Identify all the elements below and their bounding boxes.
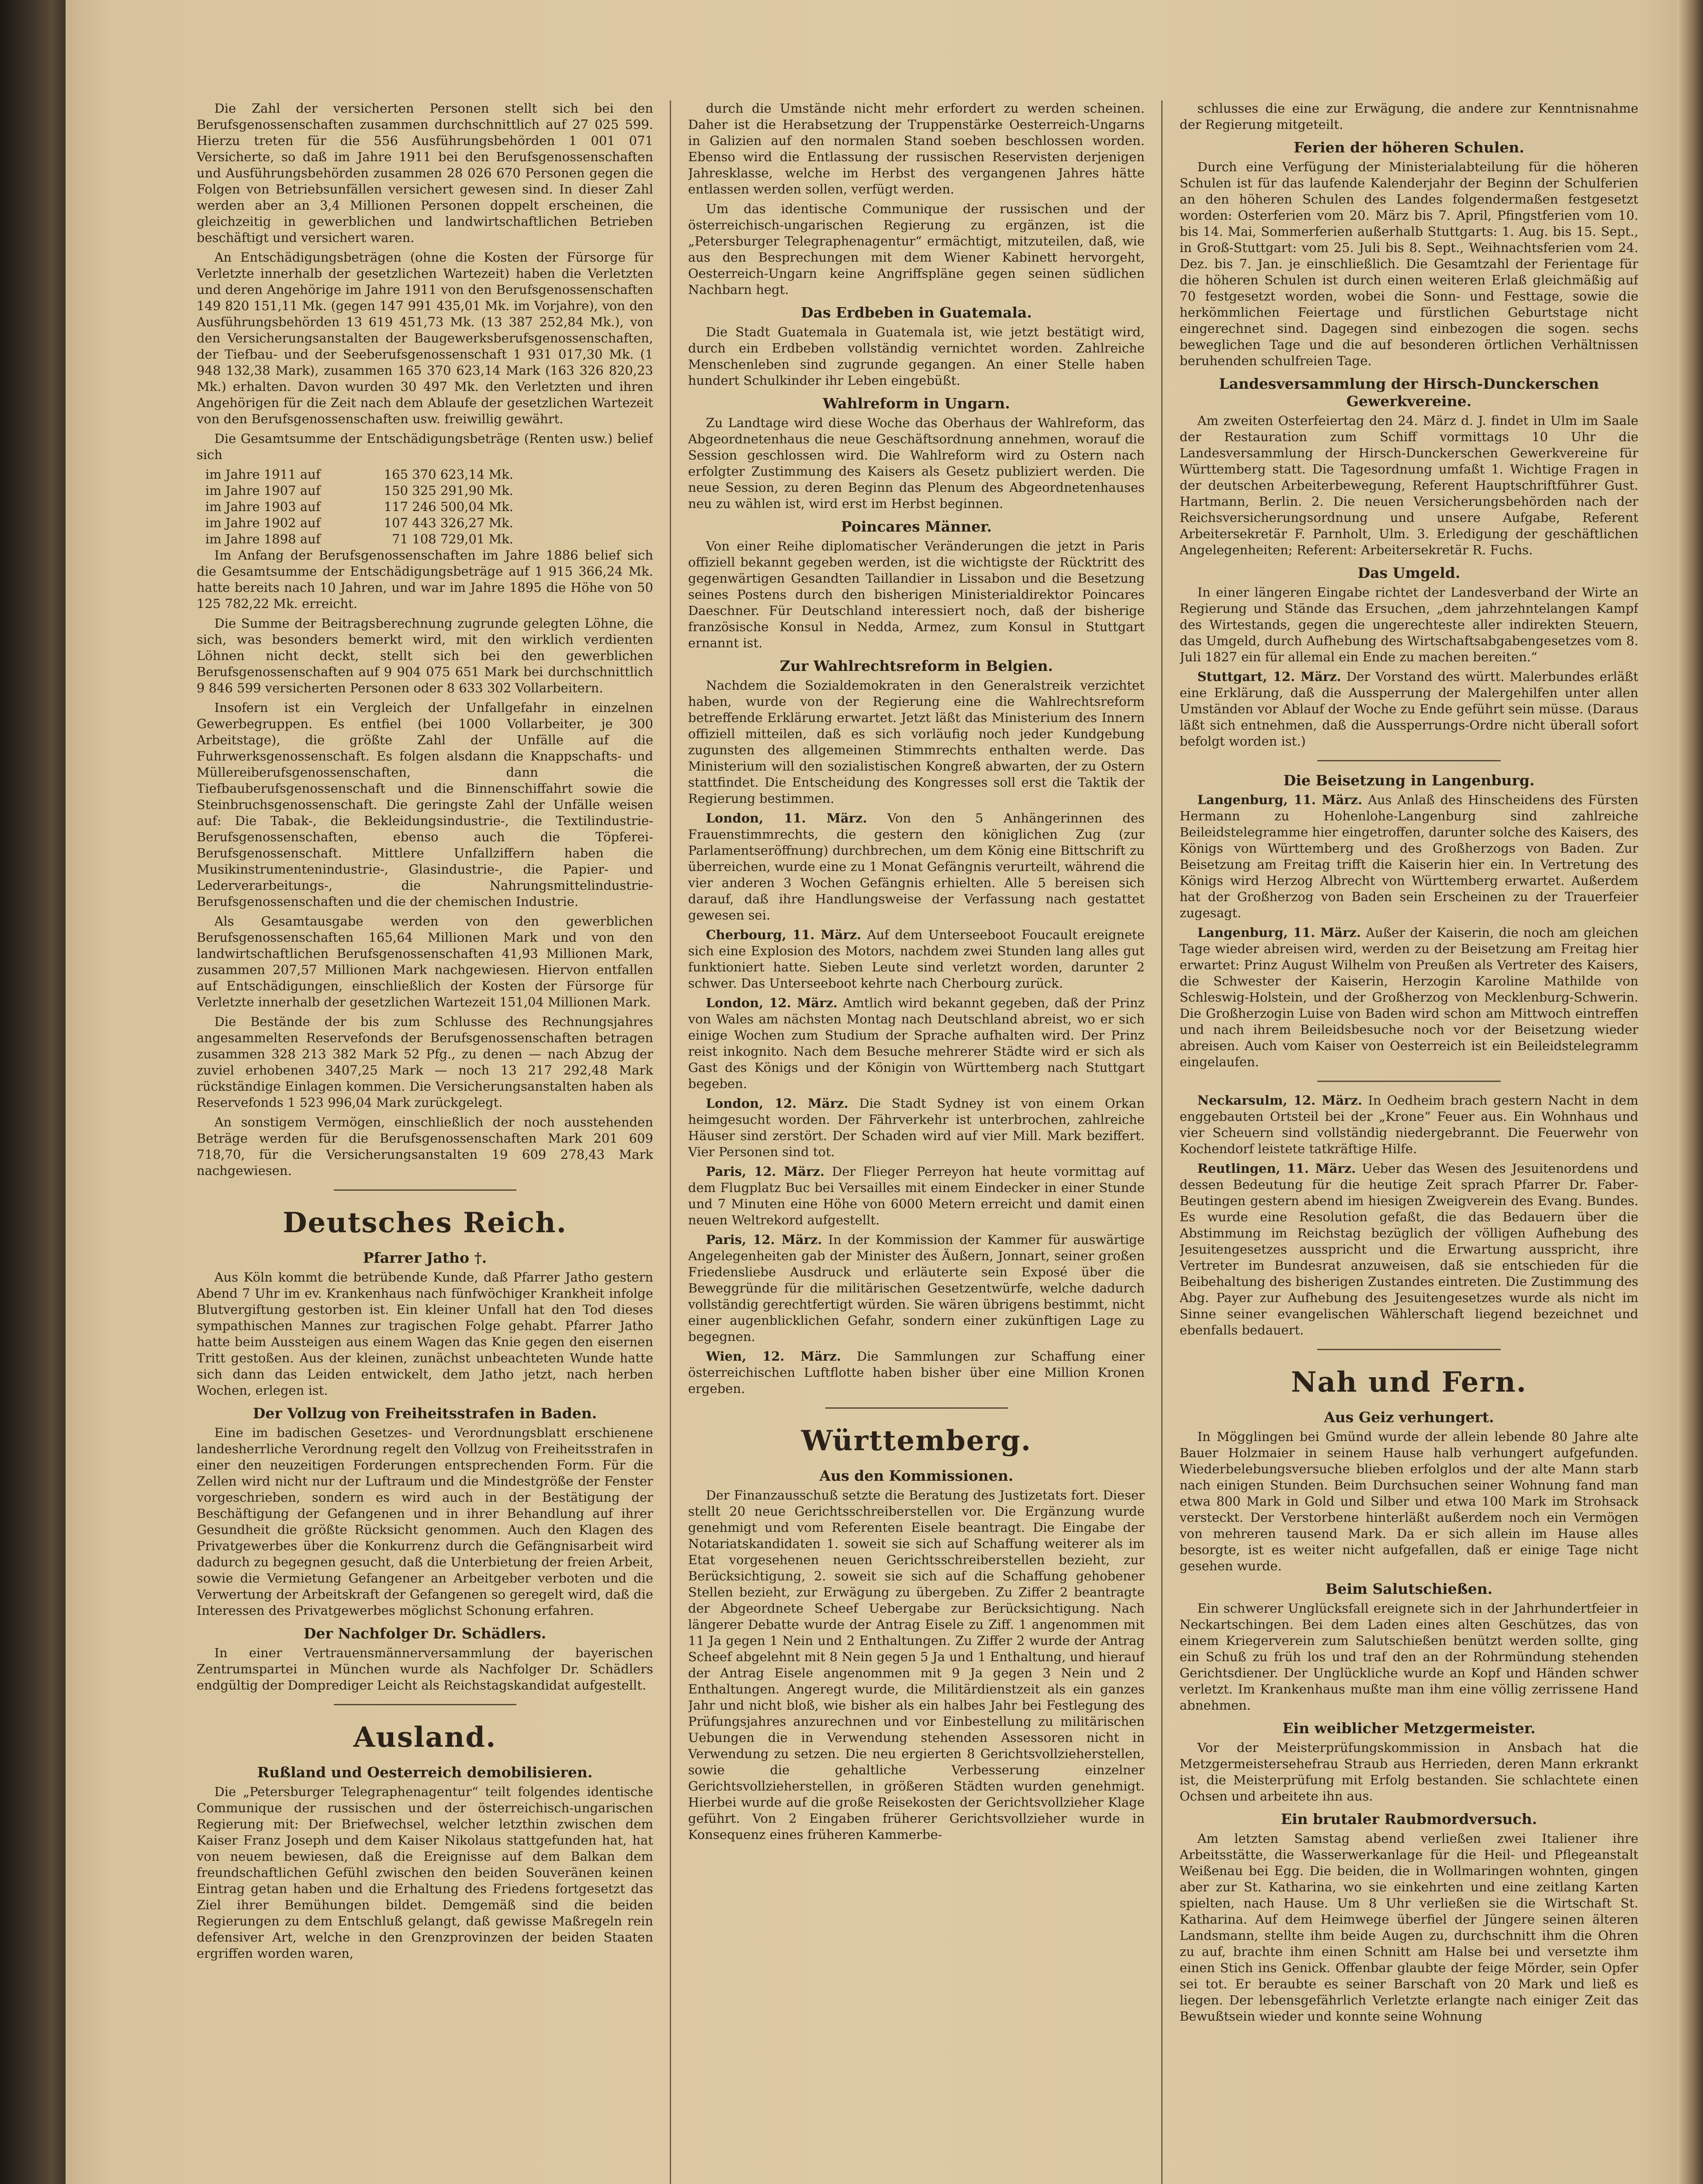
section-separator [334,1704,516,1705]
dateline: Paris, 12. März. [706,1164,825,1179]
section-separator [334,1189,516,1191]
article-title: Ferien der höheren Schulen. [1294,139,1524,156]
article [688,1467,1145,1843]
news-text: Amtlich wird bekannt gegeben, daß der Prinz von Wales am nächsten Montag nach Deutschland abreist, wo er sich einige Wochen zum Studium der Sprache aufhalten wird. Der Prinz reist inkognito. Nach dem Besuche mehrerer Städte wird er sich als Gast des Königs und der Königin von Württemberg nach Stuttgart begeben. [688,995,1145,1091]
text-paragraph: durch die Umstände nicht mehr erfordert zu werden scheinen. Daher ist die Herabsetzung der Truppenstärke Oesterreich-Ungarns in Galizien auf den normalen Stand soeben beschlossen worden. Ebenso wird die Entlassung der russischen Reservisten derjenigen Jahresklasse, welche im Herbst des vergangenen Jahres hätte entlassen werden sollen, verfügt werden. [688,101,1145,197]
dateline: Cherbourg, 11. März. [706,927,862,942]
text-paragraph: An sonstigem Vermögen, einschließlich der noch ausstehenden Beträge werden für die Berufsgenossenschaften Mark 201 609 718,70, für die Versicherungsanstalten 19 609 278,43 Mark nachgewiesen. [197,1115,653,1178]
article-text: Nachdem die Sozialdemokraten in den Generalstreik verzichtet haben, wurde von der Regierung eine die Wahlrechtsreform betreffende Erklärung erwartet. Jetzt läßt das Ministerium des Innern offiziell mitteilen, daß es sich vorläufig noch jeder Kundgebung zugunsten des allgemeinen Stimmrechts enthalten werde. Das Ministerium will den sozialistischen Kongreß abwarten, der zu Ostern stattfindet. Die Entscheidung des Kongresses soll erst die Taktik der Regierung bestimmen. [688,678,1145,806]
article [197,1249,653,1693]
dateline: London, 11. März. [706,811,867,826]
dateline: Reutlingen, 11. März. [1197,1161,1356,1176]
column-1 [197,100,653,2184]
article-text: Die „Petersburger Telegraphenagentur“ teilt folgendes identische Communique der russischen und der österreichisch-ungarischen Regierung mit: Der Briefwechsel, welcher letzthin zwischen dem Kaiser Franz Joseph und dem Kaiser Nikolaus stattgefunden hat, hat von neuem bewiesen, daß die Ereignisse auf dem Balkan dem freundschaftlichen Gefühl zwischen den beiden Souveränen keinen Eintrag getan haben und die Erhaltung des Friedens fortgesetzt das Ziel ihrer Bemühungen bildet. Demgemäß sind die beiden Regierungen zu dem Entschluß gelangt, daß gewisse Maßregeln rein defensiver Art, welche in den Grenzprovinzen der beiden Staaten ergriffen worden waren, [197,1784,653,1961]
news-text: Auf dem Unterseeboot Foucault ereignete sich eine Explosion des Motors, nachdem zwei Stunden lang alles gut funktioniert hatte. Sieben Leute sind verletzt worden, darunter 2 schwer. Das Unterseeboot kehrte nach Cherbourg zurück. [688,927,1145,991]
news-item [688,1232,1145,1345]
news-text: Aus Anlaß des Hinscheidens des Fürsten Hermann zu Hohenlohe-Langenburg sind zahlreiche Beileidstelegramme hier eingetroffen, darunter solche des Kaisers, des Königs von Württemberg und des Großherzogs von Baden. Zur Beisetzung am Freitag trifft die Kaiserin hier ein. In Vertretung des Königs wird Herzog Albrecht von Württemberg erwartet. Außerdem hat der Großherzog von Baden sein Erscheinen zu der Trauerfeier zugesagt. [1180,792,1638,920]
columns [197,100,1638,2184]
section-heading: Ausland. [353,1721,497,1754]
article-text: Die Stadt Guatemala in Guatemala ist, wie jetzt bestätigt wird, durch ein Erdbeben vollständig vernichtet worden. Zahlreiche Menschenleben sind zugrunde gegangen. An einer Stelle haben hundert Schulkinder ihr Leben eingebüßt. [688,325,1145,388]
section-separator [1317,760,1501,761]
article-text: In Mögglingen bei Gmünd wurde der allein lebende 80 Jahre alte Bauer Holzmaier in seinem Hause halb verhungert aufgefunden. Wiederbelebungsversuche blieben erfolglos und der alte Mann starb nach einigen Stunden. Beim Durchsuchen seiner Wohnung fand man etwa 800 Mark in Gold und Silber und etwa 100 Mark im Strohsack versteckt. Der Verstorbene hinterläßt außerdem noch ein Vermögen von mehreren tausend Mark. Da er sich allein im Hause alles besorgte, ist es weiter nicht aufgefallen, daß er einige Tage nicht gesehen wurde. [1180,1429,1638,1573]
article-text: Zu Landtage wird diese Woche das Oberhaus der Wahlreform, das Abgeordnetenhaus die neue Geschäftsordnung annehmen, worauf die Session geschlossen wird. Die Wahlreform wird zu Ostern nach erfolgter Zustimmung des Kaisers als Gesetz publiziert werden. Die neue Session, zu deren Beginn das Plenum des Abgeordnetenhauses neu zu wählen ist, wird erst im Herbst beginnen. [688,415,1145,511]
table-amount: 71 108 729,01 Mk. [392,532,513,546]
section-separator [1317,1349,1501,1350]
article [688,304,1145,1397]
text-paragraph: schlusses die eine zur Erwägung, die andere zur Kenntnisnahme der Regierung mitgeteilt. [1180,101,1638,132]
section-heading: Deutsches Reich. [283,1206,567,1239]
article-title: Ein weiblicher Metzgermeister. [1282,1720,1536,1737]
dateline: London, 12. März. [706,1096,848,1111]
table-row [197,467,653,483]
article [1180,139,1638,1338]
table-row [197,515,653,531]
article-title: Das Umgeld. [1357,564,1461,581]
section-separator [825,1407,1008,1409]
article-title: Beim Salutschießen. [1325,1580,1493,1597]
article-text: Am zweiten Osterfeiertag den 24. März d. J. findet in Ulm im Saale der Restauration zum Schiff vormittags 10 Uhr die Landesversammlung der Hirsch-Dunckerschen Gewerkvereine für Württemberg statt. Die Tagesordnung umfaßt 1. Wichtige Fragen in der deutschen Arbeiterbewegung, Referent Hauptschriftführer Gust. Hartmann, Berlin. 2. Die neuen Versicherungsbehörden nach der Reichsversicherungsordnung und unsere Aufgabe, Referent Arbeitersekretär F. Parnholt, Ulm. 3. Erledigung der geschäftlichen Angelegenheiten; Referent: Arbeitersekretär R. Fuchs. [1180,413,1638,557]
article-title: Pfarrer Jatho †. [363,1249,487,1266]
news-item [688,1164,1145,1228]
section-separator [1317,1081,1501,1082]
news-text: Der Flieger Perreyon hat heute vormittag auf dem Flugplatz Buc bei Versailles mit einem Eindecker in einer Stunde und 7 Minuten eine Höhe von 6000 Metern erreicht und damit einen neuen Weltrekord aufgestellt. [688,1164,1145,1227]
article-text: Ein schwerer Unglücksfall ereignete sich in der Jahrhundertfeier in Neckartschingen. Bei dem Laden eines alten Geschützes, das von einem Kriegerverein zum Salutschießen benützt werden sollte, ging ein Schuß zu früh los und traf den an der Rohrmündung stehenden Gerichtsdiener. Der Unglückliche wurde an Kopf und Händen schwer verletzt. Im Krankenhaus mußte man ihm eine völlig zerrissene Hand abnehmen. [1180,1601,1638,1713]
article-title: Landesversammlung der Hirsch-Dunckerschen Gewerkvereine. [1219,375,1599,410]
article-text: In einer Vertrauensmännerversammlung der bayerischen Zentrumspartei in München wurde als Nachfolger Dr. Schädlers endgültig der Domprediger Leicht als Reichstagskandidat aufgestellt. [197,1645,653,1693]
article-title: Die Beisetzung in Langenburg. [1283,772,1535,789]
newspaper-page [66,0,1703,2184]
news-text: In der Kommission der Kammer für auswärtige Angelegenheiten gab der Minister des Äußern, Jonnart, seiner großen Friedensliebe Ausdruck und erläuterte sein Exposé über die Beweggründe für die militärischen Gesetzentwürfe, welche dadurch vollständig gerechtfertigt würden. Sie wären übrigens bestimmt, nicht einer augenblicklichen Gefahr, sondern einer zukünftigen Lage zu begegnen. [688,1232,1145,1344]
text-paragraph: Die Gesamtsumme der Entschädigungsbeträge (Renten usw.) belief sich [197,431,653,462]
column-3 [1180,100,1638,2184]
news-text: Ueber das Wesen des Jesuitenordens und dessen Bedeutung für die heutige Zeit sprach Pfarrer Dr. Faber-Beutingen gestern abend im hiesigen Zweigverein des Evang. Bundes. Es wurde eine Resolution gefaßt, die das Bedauern über die Abstimmung im Reichstag bezüglich der völligen Aufhebung des Jesuitengesetzes ausspricht und die Erwartung ausspricht, ihre Vertreter im Bundesrat anzuweisen, daß sie entschieden für die Beibehaltung des bisherigen Zustandes eintreten. Die Zustimmung des Abg. Payer zur Aufhebung des Jesuitengesetzes wurde als nicht im Sinne seiner evangelischen Wählerschaft liegend bezeichnet und ebenfalls bedauert. [1180,1161,1638,1337]
article-title: Zur Wahlrechtsreform in Belgien. [779,657,1053,674]
article-text: Aus Köln kommt die betrübende Kunde, daß Pfarrer Jatho gestern Abend 7 Uhr im ev. Krankenhaus nach fünfwöchiger Krankheit infolge Blutvergiftung gestorben ist. Ein kleiner Unfall hat den Tod dieses sympathischen Mannes zur tragischen Folge gehabt. Pfarrer Jatho hatte beim Aussteigen aus einem Wagen das Knie gegen den eisernen Tritt gestoßen. Aus der kleinen, zunächst unbeachteten Wunde hatte sich dann das Leiden entwickelt, dem Jatho jetzt, nach herben Wochen, erlegen ist. [197,1270,653,1398]
table-row [197,483,653,499]
news-text: Außer der Kaiserin, die noch am gleichen Tage wieder abreisen wird, werden zu der Beisetzung am Freitag hier erwartet: Prinz August Wilhelm von Preußen als Vertreter des Kaisers, die Schwester der Kaiserin, Herzogin Karoline Mathilde von Schleswig-Holstein, und der Großherzog von Mecklenburg-Schwerin. Die Großherzogin Luise von Baden wird schon am Mittwoch eintreffen und nach ihrem Beileidsbesuche noch vor der Beisetzung wieder abreisen. Auch vom Kaiser von Oesterreich ist ein Beileidstelegramm eingelaufen. [1180,925,1638,1069]
section-heading: Württemberg. [801,1424,1032,1457]
article-text: Am letzten Samstag abend verließen zwei Italiener ihre Arbeitsstätte, die Wasserwerkanlage für die Heil- und Pflegeanstalt Weißenau bei Egg. Die beiden, die in Wollmaringen wohnten, gingen aber zur St. Katharina, wo sie einkehrten und eine zeitlang Karten spielten, nach Hause. Um 8 Uhr verließen sie die Wirtschaft St. Katharina. Auf dem Heimwege überfiel der Jüngere seinen älteren Landsmann, stellte ihm beide Augen zu, durchschnitt ihm die Ohren zu auf, brachte ihm einen Schnitt am Halse bei und versetzte ihm einen Stich ins Genick. Offenbar glaubte der feige Mörder, sein Opfer sei tot. Er beraubte es seiner Barschaft von 20 Mark und ließ es liegen. Der lebensgefährlich Verletzte erlangte nach einiger Zeit das Bewußtsein wieder und konnte seine Wohnung [1180,1831,1638,2024]
news-item [688,1348,1145,1397]
table-amount: 150 325 291,90 Mk. [384,483,513,498]
article-title: Der Nachfolger Dr. Schädlers. [303,1625,547,1642]
column-rule [1161,100,1163,2184]
article-text: Vor der Meisterprüfungskommission in Ansbach hat die Metzgermeistersehefrau Straub aus Herrieden, deren Mann erkrankt ist, die Meisterprüfung mit Erfolg bestanden. Sie schlachtete einen Ochsen und arbeitete ihn aus. [1180,1740,1638,1804]
page-edge-shadow [1677,0,1703,2184]
article-title: Poincares Männer. [841,518,992,535]
table-year: im Jahre 1898 auf [205,532,321,546]
text-paragraph: Die Summe der Beitragsberechnung zugrunde gelegten Löhne, die sich, was besonders bemerkt wird, mit den wirklich verdienten Löhnen nicht deckt, stellt sich bei den gewerblichen Berufsgenossenschaften auf 9 904 075 651 Mark bei durchschnittlich 9 846 599 versicherten Personen oder 8 633 302 Vollarbeitern. [197,616,653,695]
table-amount: 165 370 623,14 Mk. [384,467,513,482]
table-amount: 107 443 326,27 Mk. [384,515,513,530]
news-item [1180,925,1638,1070]
text-paragraph: Im Anfang der Berufsgenossenschaften im Jahre 1886 belief sich die Gesamtsumme der Entschädigungsbeträge auf 1 915 366,24 Mk. hatte bereits nach 10 Jahren, und war im Jahre 1895 die Höhe von 50 125 782,22 Mk. erreicht. [197,548,653,611]
news-text: In Oedheim brach gestern Nacht in dem enggebauten Ortsteil bei der „Krone“ Feuer aus. Ein Wohnhaus und vier Scheuern sind vollständig niedergebrannt. Die Feuerwehr von Kochendorf leistete tatkräftige Hilfe. [1180,1093,1638,1156]
news-item [1180,1161,1638,1338]
book-binding [0,0,66,2184]
news-item [688,1095,1145,1160]
article-text: Durch eine Verfügung der Ministerialabteilung für die höheren Schulen ist für das laufende Kalenderjahr der Beginn der Schulferien an den höheren Schulen des Landes folgendermaßen festgesetzt worden: Osterferien vom 20. März bis 7. April, Pfingstferien vom 10. bis 14. Mai, Sommerferien außerhalb Stuttgarts: 1. Aug. bis 15. Sept., in Groß-Stuttgart: vom 25. Juli bis 8. Sept., Weihnachtsferien vom 24. Dez. bis 7. Jan. je einschließlich. Die Gesamtzahl der Ferientage für die höheren Schulen ist durch einen weiteren Erlaß gleichmäßig auf 70 festgesetzt worden, wobei die Sonn- und Festtage, sowie die herkömmlichen Feiertage und fürstlichen Geburtstage nicht eingerechnet sind. Dagegen sind einbezogen die sogen. sechs beweglichen Tage und die auf besonderen örtlichen Verhältnissen beruhenden schulfreien Tage. [1180,159,1638,368]
article-title: Ein brutaler Raubmordversuch. [1281,1811,1537,1828]
news-text: Die Stadt Sydney ist von einem Orkan heimgesucht worden. Der Fährverkehr ist unterbrochen, zahlreiche Häuser sind zerstört. Der Schaden wird auf vier Mill. Mark beziffert. Vier Personen sind tot. [688,1096,1145,1159]
news-item [1180,792,1638,921]
news-item [688,927,1145,992]
article-title: Aus Geiz verhungert. [1324,1409,1494,1426]
dateline: Langenburg, 11. März. [1197,792,1363,807]
table-year: im Jahre 1903 auf [205,499,321,514]
section-heading: Nah und Fern. [1291,1366,1527,1399]
dateline: Paris, 12. März. [706,1232,822,1247]
article-text: In einer längeren Eingabe richtet der Landesverband der Wirte an Regierung und Stände das Ersuchen, „dem jahrzehntelangen Kampf des Wirtestands, gegen die ungerechteste aller indirekten Steuern, das Umgeld, durch Aufhebung des Wirtschaftsabgabengesetzes vom 8. Juli 1827 ein für allemal ein Ende zu machen bereiten.“ [1180,585,1638,664]
table-row [197,531,653,547]
article-title: Der Vollzug von Freiheitsstrafen in Baden. [253,1405,597,1422]
news-text: Der Vorstand des württ. Malerbundes erläßt eine Erklärung, daß die Aussperrung der Malergehilfen unter allen Umständen vor Ablauf der Woche zu Ende geführt sein müsse. (Daraus läßt sich entnehmen, daß die Aussperrungs-Ordre nicht überall sofort befolgt worden ist.) [1180,669,1638,749]
column-2 [688,100,1145,2184]
news-item [688,995,1145,1092]
dateline: Langenburg, 11. März. [1197,925,1361,940]
compensation-table [197,467,653,547]
news-item [1180,669,1638,750]
article-text: Von einer Reihe diplomatischer Veränderungen die jetzt in Paris offiziell bekannt gegeben werden, ist die wichtigste der Rücktritt des gegenwärtigen Gesandten Taillandier in Lissabon und die Besetzung seines Postens durch den bisherigen Ministerialdirektor Poincares Daeschner. Für Deutschland interessiert noch, daß der bisherige französische Konsul in Nedda, Armez, zum Konsul in Stuttgart ernannt ist. [688,539,1145,650]
text-paragraph: Als Gesamtausgabe werden von den gewerblichen Berufsgenossenschaften 165,64 Millionen Mark und von den landwirtschaftlichen Berufsgenossenschaften 41,93 Millionen Mark, zusammen 207,57 Millionen Mark nachgewiesen. Hiervon entfallen auf Entschädigungen, einschließlich der Kosten der Fürsorge für Verletzte innerhalb der gesetzlichen Wartezeit 151,04 Millionen Mark. [197,914,653,1009]
table-year: im Jahre 1907 auf [205,483,321,498]
text-paragraph: An Entschädigungsbeträgen (ohne die Kosten der Fürsorge für Verletzte innerhalb der gesetzlichen Wartezeit) haben die Verletzten und deren Angehörige im Jahre 1911 von den Berufsgenossenschaften 149 820 151,11 Mk. (gegen 147 991 435,01 Mk. im Vorjahre), von den Ausführungsbehörden 13 619 451,73 Mk. (13 387 252,84 Mk.), von den Versicherungsanstalten der Baugewerksberufsgenossenschaften, der Tiefbau- und der Seeberufsgenossenschaft 1 931 017,30 Mk. (1 948 132,38 Mark), zusammen 165 370 623,14 Mark (163 326 820,23 Mk.) erhalten. Davon wurden 30 497 Mk. den Verletzten und ihren Angehörigen für die Zeit nach dem Ablaufe der gesetzlichen Wartezeit von den Berufsgenossenschaften usw. freiwillig gewährt. [197,250,653,426]
text-paragraph: Insofern ist ein Vergleich der Unfallgefahr in einzelnen Gewerbegruppen. Es entfiel (bei 1000 Vollarbeiter, je 300 Arbeitstage), die größte Zahl der Unfälle auf die Fuhrwerksgenossenschaft. Es folgen alsdann die Knappschafts- und Müllereiberufsgenossenschaften, dann die Tiefbauberufsgenossenschaft und die Binnenschiffahrt sowie die Steinbruchsgenossenschaft. Die geringste Zahl der Unfälle weisen auf: Die Tabak-, die Bekleidungsindustrie-, die Textilindustrie-Berufsgenossenschaften, ebenso auch die Töpferei-Berufsgenossenschaft. Mittlere Unfallziffern haben die Musikinstrumentenindustrie-, Glasindustrie-, die Papier- und Lederverarbeitungs-, die Nahrungsmittelindustrie-Berufsgenossenschaften und die der chemischen Industrie. [197,700,653,909]
article-text: Der Finanzausschuß setzte die Beratung des Justizetats fort. Dieser stellt 20 neue Gerichtsschreiberstellen vor. Die Ergänzung wurde genehmigt und vom Referenten Eisele beantragt. Die Eingabe der Notariatskandidaten 1. soweit sie sich auf Schaffung weiterer als im Etat vorgesehenen neuen Gerichtsschreiberstellen bezieht, zur Berücksichtigung, 2. soweit sie sich auf die Schaffung gehobener Stellen bezieht, zur Erwägung zu übergeben. Zu Ziffer 2 beantragte der Abgeordnete Scheef Uebergabe zur Berücksichtigung. Nach längerer Debatte wurde der Antrag Eisele zu Ziff. 1 angenommen mit 11 Ja gegen 1 Nein und 2 Enthaltungen. Zu Ziffer 2 wurde der Antrag Scheef abgelehnt mit 8 Nein gegen 5 Ja und 1 Enthaltung, und hierauf der Antrag Eisele angenommen mit 9 Ja gegen 3 Nein und 2 Enthaltungen. Angeregt wurde, die Militärdienstzeit als ein ganzes Jahr und nicht bloß, wie bisher als ein halbes Jahr bei Festlegung des Prüfungsjahres anzurechnen und vor Einbestellung zu militärischen Uebungen die in Verwendung stehenden Assessoren nicht in Verwendung zu setzen. Die neu ergierten 8 Gerichtsvollzieherstellen, sowie die gehaltliche Verbesserung einzelner Gerichtsvollzieherstellen, in größeren Städten wurden genehmigt. Hierbei wurde auf die große Reisekosten der Gerichtsvollzieher Klage geführt. Von 2 Eingaben früherer Gerichtsvollzieher wurde in Konsequenz eines früheren Kammerbe- [688,1488,1145,1842]
article-text: Eine im badischen Gesetzes- und Verordnungsblatt erschienene landesherrliche Verordnung regelt den Vollzug von Freiheitsstrafen in einer den neuzeitigen Forderungen entsprechenden Form. Für die Zellen wird nicht nur der Luftraum und die Mindestgröße der Fenster vorgeschrieben, sondern es wird auch in der Bestätigung der Beschäftigung der Gefangenen und in ihrer Behandlung auf ihrer Gesundheit die größte Rücksicht genommen. Auch den Klagen des Privatgewerbes über die Konkurrenz durch die Gefängnisarbeit wird dadurch zu begegnen gesucht, daß die Unterbietung der freien Arbeit, sowie die Vermietung Gefangener an Arbeitgeber verboten und die Verwertung der Arbeitskraft der Gefangenen so geregelt wird, daß die Interessen des Privatgewerbes möglichst Schonung erfahren. [197,1425,653,1618]
table-amount: 117 246 500,04 Mk. [384,499,513,514]
news-text: Die Sammlungen zur Schaffung einer österreichischen Luftflotte haben bisher über eine Million Kronen ergeben. [688,1349,1145,1396]
table-year: im Jahre 1902 auf [205,515,321,530]
news-text: Von den 5 Anhängerinnen des Frauenstimmrechts, die gestern den königlichen Zug (zur Parlamentseröffnung) durchbrechen, um dem König eine Bittschrift zu überreichen, wurde eine zu 1 Monat Gefängnis verurteilt, während die vier anderen 3 Wochen Gefängnis erhielten. Alle 5 bereisen sich darauf, daß ihre Handlungsweise der Verfassung nach gestattet gewesen sei. [688,811,1145,923]
dateline: Wien, 12. März. [706,1349,841,1364]
column-rule [670,100,671,2184]
table-year: im Jahre 1911 auf [205,467,321,482]
news-item [1180,1092,1638,1157]
text-paragraph: Die Zahl der versicherten Personen stellt sich bei den Berufsgenossenschaften zusammen durchschnittlich auf 27 025 599. Hierzu treten für die 556 Ausführungsbehörden 1 001 071 Versicherte, so daß im Jahre 1911 bei den Berufsgenossenschaften und Ausführungsbehörden zusammen 28 026 670 Personen gegen die Folgen von Betriebsunfällen versichert gewesen sind. In dieser Zahl werden aber an 3,4 Millionen Personen doppelt erscheinen, die gleichzeitig in gewerblichen und landwirtschaftlichen Betrieben beschäftigt und versichert waren. [197,101,653,245]
article-title: Das Erdbeben in Guatemala. [801,304,1032,321]
dateline: Neckarsulm, 12. März. [1197,1093,1363,1108]
article-title: Rußland und Oesterreich demobilisieren. [257,1764,593,1781]
text-paragraph: Um das identische Communique der russischen und der österreichisch-ungarischen Regierung zu ergänzen, ist die „Petersburger Telegraphenagentur“ ermächtigt, mitzuteilen, daß, wie aus den Besprechungen mit dem Wiener Kabinett hervorgeht, Oesterreich-Ungarn keine Angriffspläne gegen seinen südlichen Nachbarn hegt. [688,201,1145,297]
dateline: London, 12. März. [706,995,838,1010]
news-item [688,810,1145,923]
dateline: Stuttgart, 12. März. [1197,669,1341,684]
article-title: Aus den Kommissionen. [819,1467,1014,1484]
article [197,1764,653,1962]
article-title: Wahlreform in Ungarn. [823,395,1010,412]
text-paragraph: Die Bestände der bis zum Schlusse des Rechnungsjahres angesammelten Reservefonds der Berufsgenossenschaften betragen zusammen 328 213 382 Mark 52 Pfg., zu denen — nach Abzug der zuviel erhobenen 3407,25 Mark — noch 13 217 292,48 Mark rückständige Einlagen kommen. Die Versicherungsanstalten haben als Reservefonds 1 523 996,04 Mark zurückgelegt. [197,1014,653,1110]
table-row [197,499,653,515]
article [1180,1409,1638,2025]
